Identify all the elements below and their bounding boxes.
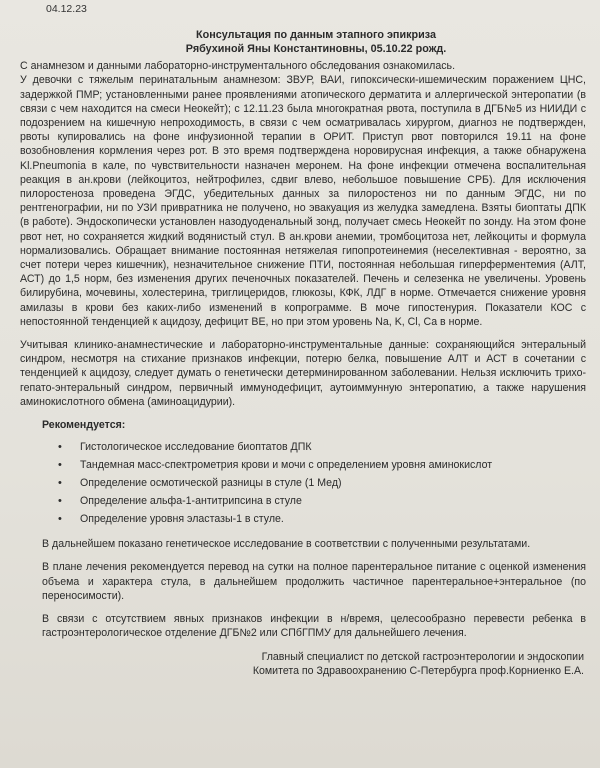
recommendation-text: Тандемная масс-спектрометрия крови и мочи с определением уровня аминокислот — [80, 459, 493, 472]
bullet-icon: • — [58, 459, 62, 472]
signature-block — [20, 650, 586, 678]
treatment-plan-paragraph: В плане лечения рекомендуется перевод на сутки на полное парентеральное питание с оценкой изменения объема и характера стула, в дальнейшем продолжить частичное парентеральное+энтеральное (по переносимости). — [42, 561, 586, 602]
signature-line-2: Комитета по Здравоохранению С-Петербурга проф.Корниенко Е.А. — [252, 664, 584, 677]
recommendation-text: Определение альфа-1-антитрипсина в стуле — [80, 495, 302, 508]
recommendation-item — [58, 456, 586, 474]
bullet-icon: • — [58, 495, 62, 508]
bullet-icon: • — [58, 513, 62, 526]
transfer-paragraph: В связи с отсутствием явных признаков инфекции в н/время, целесообразно перевести ребенка в гастроэнтерологическое отделение ДГБ№2 или СПбГПМУ для дальнейшего лечения. — [42, 613, 586, 640]
conclusion-paragraph: Учитывая клинико-анамнестические и лабораторно-инструментальные данные: сохраняющийся энтеральный синдром, несмотря на стихание признаков инфекции, потерю белка, повышение АЛТ и АСТ в сочетании с тенденцией к ацидозу, следует думать о генетически детерминированном заболевании. Нельзя исключить трихо-гепато-энтеральный синдром, первичный иммунодефицит, аутоиммунную энтеропатию, а также нарушения аминокислотного обмена (аминоацидурии). — [20, 339, 586, 408]
recommendation-text: Определение осмотической разницы в стуле (1 Мед) — [80, 477, 342, 490]
recommendation-item — [58, 438, 586, 456]
recommendation-item — [58, 492, 586, 510]
bullet-icon: • — [58, 441, 62, 454]
document-title-line-2: Рябухиной Яны Константиновны, 05.10.22 рожд. — [185, 43, 447, 56]
recommendation-text: Определение уровня эластазы-1 в стуле. — [80, 513, 284, 526]
recommendation-item — [58, 510, 586, 528]
intro-paragraph: С анамнезом и данными лабораторно-инструментального обследования ознакомилась. — [20, 60, 456, 73]
history-paragraph: У девочки с тяжелым перинатальным анамнезом: ЗВУР, ВАИ, гипоксически-ишемическим поражением ЦНС, задержкой ПМР; установленными ранее проявлениями атопического дерматита и аллергической энтеропатии (в связи с чем находится на смеси Неокейт); с 12.11.23 была многократная рвота, поступила в ДГБ№5 из НИИДИ с подозрением на кишечную непроходимость, в связи с чем осматривалась хирургом, диагноз не подтвержден, рвоты купировались на фоне инфузионной терапии в ОРИТ. Приступ рвот повторился 19.11 на фоне возобновления кормления через рот. В это время подтверждена норовирусная инфекция, а также обнаружена Kl.Pneumonia в кале, по чувствительности назначен меронем. На фоне инфекции отмечена воспалительная реакция в ан.крови (лейкоцитоз, нейтрофилез, сдвиг влево, небольшое повышение СРБ). Для исключения пилоростеноза проведена ЭГДС, убедительных данных за пилоростеноз ни по данным ЭГДС, ни по рентгенографии, ни по УЗИ привратника не получено, но эвакуация из желудка замедлена. Взяты биоптаты ДПК (в работе). Эндоскопически установлен назодуоденальный зонд, получает смесь Неокейт по зонду. На этом фоне рвот нет, но сохраняется жидкий водянистый стул. В ан.крови анемии, тромбоцитоза нет, лейкоциты и формула нормализовались. Обращает внимание постоянная нетяжелая гипопротеинемия (неселективная - вероятно, за счет потери через кишечник), незначительное снижение ПТИ, постоянная небольшая гиперферментемия (АЛТ, АСТ) до 1,5 норм, без изменения других печеночных показателей. Печень и селезенка не увеличены. Уровень билирубина, мочевины, холестерина, триглицеридов, глюкозы, КФК, ЛДГ в норме. Отмечается снижение уровня амилазы в крови без каких-либо изменений в копрограмме. В моче гипостенурия. Показатели КОС с непостоянной тенденцией к ацидозу, дефицит ВЕ, но при этом уровень Na, K, Cl, Ca в норме. — [20, 74, 586, 328]
genetic-followup-paragraph: В дальнейшем показано генетическое исследование в соответствии с полученными результатами. — [42, 538, 531, 551]
document-date: 04.12.23 — [46, 3, 87, 15]
recommendation-item — [58, 474, 586, 492]
document-title-line-1: Консультация по данным этапного эпикриза — [196, 29, 436, 42]
recommendation-text: Гистологическое исследование биоптатов ДПК — [80, 441, 312, 454]
bullet-icon: • — [58, 477, 62, 490]
recommendations-list — [58, 438, 586, 528]
recommendations-heading: Рекомендуется: — [42, 419, 126, 432]
signature-line-1: Главный специалист по детской гастроэнтерологии и эндоскопии — [261, 650, 584, 663]
